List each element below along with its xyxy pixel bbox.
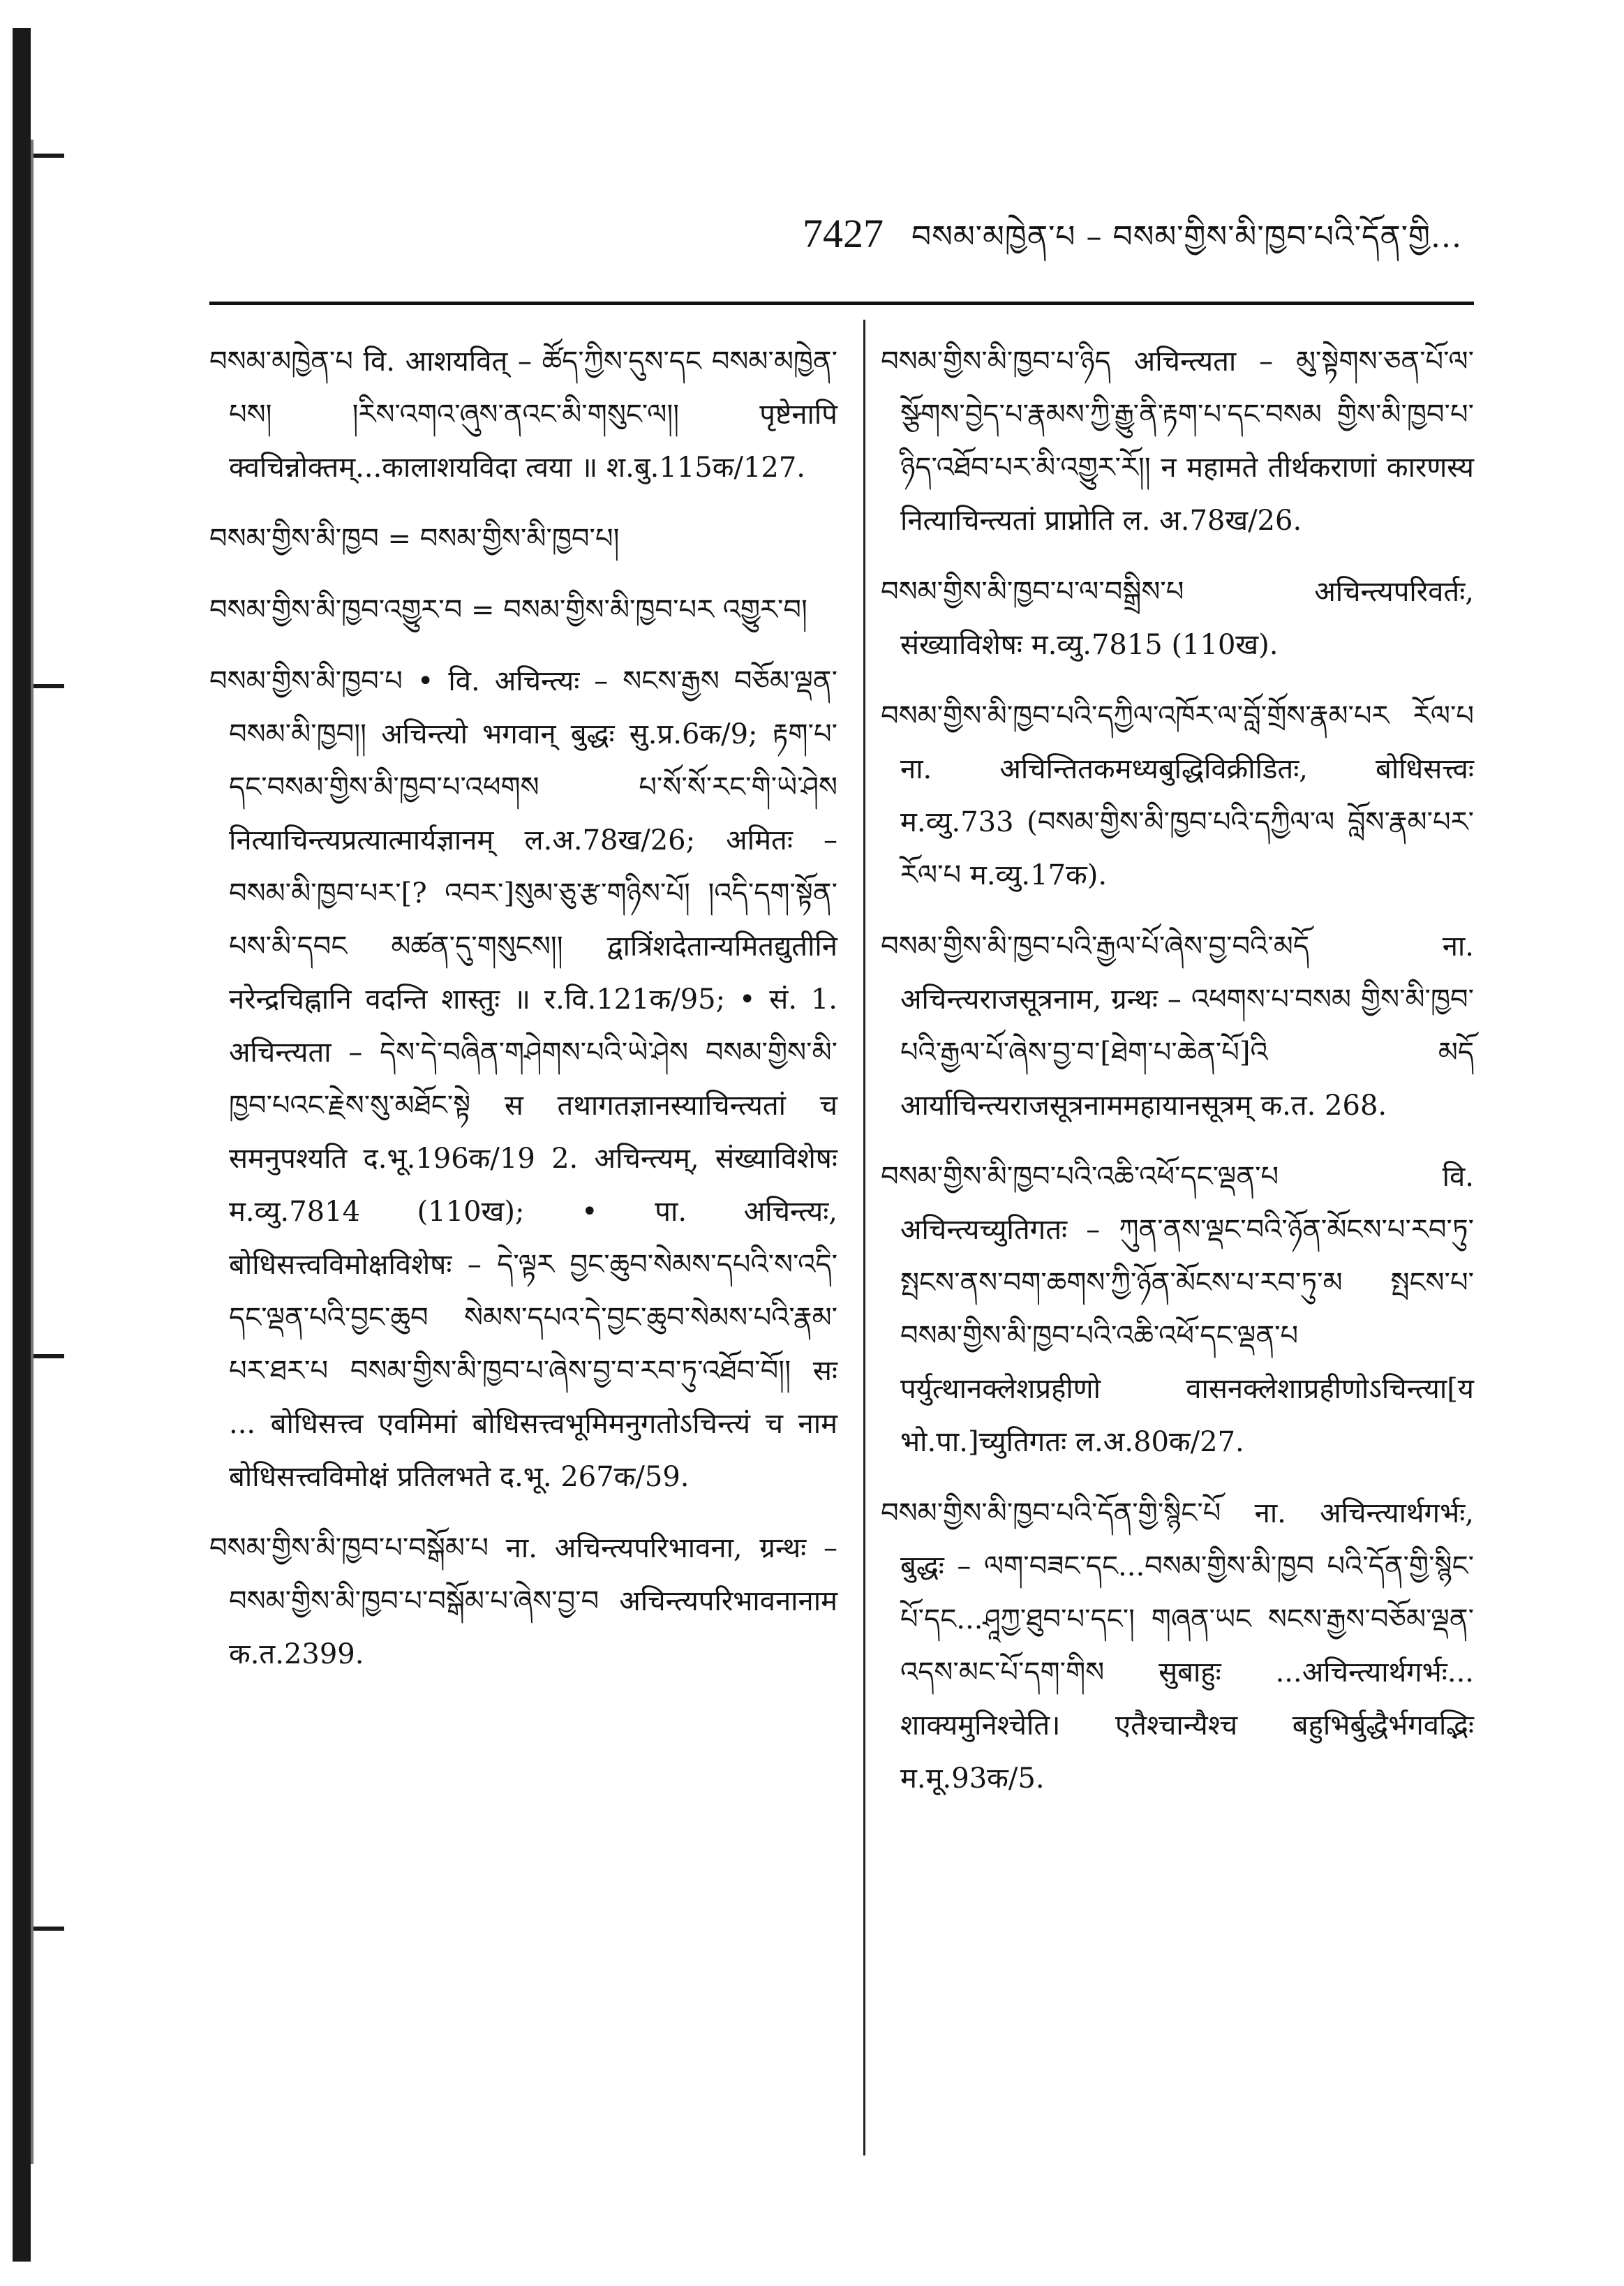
dictionary-entry: བསམ་གྱིས་མི་ཁྱབ་པའི་འཆི་འཕོ་དང་ལྡན་པ वि. अचिन्त्यच्युतिगतः – ཀུན་ནས་ལྡང་བའི་ཉོན་མོངས་པ་རབ་ཏུ་སྤངས་ནས་བག་ཆགས་ཀྱི་ཉོན་མོངས་པ་རབ་ཏུ་མ སྤངས་པ་བསམ་གྱིས་མི་ཁྱབ་པའི་འཆི་འཕོ་དང་ལྡན་པ पर्युत्थानक्लेशप्रहीणो वासनक्लेशाप्रहीणोऽचिन्त्या[य भो.पा.]च्युतिगतः ल.अ.80क/27. <box>881 1161 1474 1458</box>
dictionary-entry: བསམ་གྱིས་མི་ཁྱབ་པ • वि. अचिन्त्यः – སངས་རྒྱས བཅོམ་ལྡན་བསམ་མི་ཁྱབ།། अचिन्त्यो भगवान् बुद्धः सु.प्र.6क/9; རྟག་པ་དང་བསམ་གྱིས་མི་ཁྱབ་པ་འཕགས པ་སོ་སོ་རང་གི་ཡེ་ཤེས नित्याचिन्त्यप्रत्यात्मार्यज्ञानम् ल.अ.78ख/26; अमितः – བསམ་མི་ཁྱབ་པར་[? འབར་]སུམ་ཅུ་རྩ་གཉིས་པོ། །འདི་དག་སྟོན་པས་མི་དབང མཚན་དུ་གསུངས།། द्वात्रिंशदेतान्यमितद्युतीनि नरेन्द्रचिह्नानि वदन्ति शास्तुः ॥ र.वि.121क/95; • सं. 1. अचिन्त्यता – དེས་དེ་བཞིན་གཤེགས་པའི་ཡེ་ཤེས བསམ་གྱིས་མི་ཁྱབ་པའང་རྗེས་སུ་མཐོང་སྟེ स तथागतज्ञानस्याचिन्त्यतां च समनुपश्यति द.भू.196क/19 2. अचिन्त्यम्, संख्याविशेषः म.व्यु.7814 (110ख); • पा. अचिन्त्यः, बोधिसत्त्वविमोक्षविशेषः – དེ་ལྟར བྱང་ཆུབ་སེམས་དཔའི་ས་འདི་དང་ལྡན་པའི་བྱང་ཆུབ སེམས་དཔའ་དེ་བྱང་ཆུབ་སེམས་པའི་རྣམ་པར་ཐར་པ བསམ་གྱིས་མི་ཁྱབ་པ་ཞེས་བྱ་བ་རབ་ཏུ་འཐོབ་བོ།། सः ... बोधिसत्त्व एवमिमां बोधिसत्त्वभूमिमनुगतोऽचिन्त्यं च नाम बोधिसत्त्वविमोक्षं प्रतिलभते द.भू. 267क/59. <box>209 665 837 1493</box>
left-column <box>209 335 837 1699</box>
column-divider <box>863 320 865 2155</box>
spine-mark <box>13 1354 64 1358</box>
running-head <box>803 202 1498 289</box>
spine-mark <box>13 684 64 688</box>
dictionary-entry: བསམ་གྱིས་མི་ཁྱབ་འགྱུར་བ = བསམ་གྱིས་མི་ཁྱབ་པར འགྱུར་བ། <box>209 594 807 626</box>
dictionary-entry: བསམ་གྱིས་མི་ཁྱབ་པའི་རྒྱལ་པོ་ཞེས་བྱ་བའི་མདོ ना. अचिन्त्यराजसूत्रनाम, ग्रन्थः – འཕགས་པ་བསམ གྱིས་མི་ཁྱབ་པའི་རྒྱལ་པོ་ཞེས་བྱ་བ་[ཐེག་པ་ཆེན་པོ]འི མདོ आर्याचिन्त्यराजसूत्रनाममहायानसूत्रम् क.त. 268. <box>881 930 1474 1122</box>
book-spine <box>13 28 31 2262</box>
dictionary-entry: བསམ་གྱིས་མི་ཁྱབ་པའི་དཀྱིལ་འཁོར་ལ་བློ་གྲོས་རྣམ་པར རོལ་པ ना. अचिन्तितकमध्यबुद्धिविक्रीडितः, बोधिसत्त्वः म.व्यु.733 (བསམ་གྱིས་མི་ཁྱབ་པའི་དཀྱིལ་ལ བློས་རྣམ་པར་རོལ་པ म.व्यु.17क). <box>881 700 1474 891</box>
dictionary-entry: བསམ་གྱིས་མི་ཁྱབ་པ་བསྒོམ་པ ना. अचिन्त्यपरिभावना, ग्रन्थः – བསམ་གྱིས་མི་ཁྱབ་པ་བསྒོམ་པ་ཞེས་བྱ་བ अचिन्त्यपरिभावनानाम क.त.2399. <box>209 1532 837 1670</box>
dictionary-entry: བསམ་གྱིས་མི་ཁྱབ་པ་ཉིད अचिन्त्यता – མུ་སྟེགས་ཅན་པོ་ལ་སྩོགས་བྱེད་པ་རྣམས་ཀྱི་རྒྱུ་ནི་རྟག་པ་དང་བསམ གྱིས་མི་ཁྱབ་པ་ཉིད་འཐོབ་པར་མི་འགྱུར་རོ།། न महामते तीर्थकराणां कारणस्य नित्याचिन्त्यतां प्राप्नोति ल. अ.78ख/26. <box>881 346 1474 537</box>
right-column <box>881 335 1474 1823</box>
spine-mark <box>13 154 64 158</box>
head-word-range: བསམ་མཁྱེན་པ – བསམ་གྱིས་མི་ཁྱབ་པའི་དོན་གྱི... <box>911 219 1462 255</box>
header-rule <box>209 302 1474 305</box>
dictionary-entry: བསམ་གྱིས་མི་ཁྱབ = བསམ་གྱིས་མི་ཁྱབ་པ། <box>209 523 620 555</box>
page-number: 7427 <box>803 211 884 256</box>
spine-mark <box>13 1927 64 1931</box>
dictionary-entry: བསམ་གྱིས་མི་ཁྱབ་པ་ལ་བསྒྲིས་པ अचिन्त्यपरिवर्तः, संख्याविशेषः म.व्यु.7815 (110ख). <box>881 576 1474 661</box>
dictionary-entry: བསམ་གྱིས་མི་ཁྱབ་པའི་དོན་གྱི་སྙིང་པོ ना. अचिन्त्यार्थगर्भः, बुद्धः – ལག་བཟང་དང...བསམ་གྱིས་མི་ཁྱབ པའི་དོན་གྱི་སྙིང་པོ་དང...ཤཱཀྱ་ཐུབ་པ་དང་། གཞན་ཡང སངས་རྒྱས་བཅོམ་ལྡན་འདས་མང་པོ་དག་གིས सुबाहुः ...अचिन्त्यार्थगर्भः... शाक्यमुनिश्चेति। एतैश्चान्यैश्च बहुभिर्बुद्धैर्भगवद्भिः म.मू.93क/5. <box>881 1497 1474 1795</box>
spine-edge <box>31 140 33 2164</box>
dictionary-entry: བསམ་མཁྱེན་པ वि. आशयवित् – ཚོད་ཀྱིས་དུས་དང བསམ་མཁྱེན་པས། །རིས་འགའ་ཞུས་ནའང་མི་གསུང་ལ།། पृष्टेनापि क्वचिन्नोक्तम्...कालाशयविदा त्वया ॥ श.बु.115क/127. <box>209 346 837 484</box>
